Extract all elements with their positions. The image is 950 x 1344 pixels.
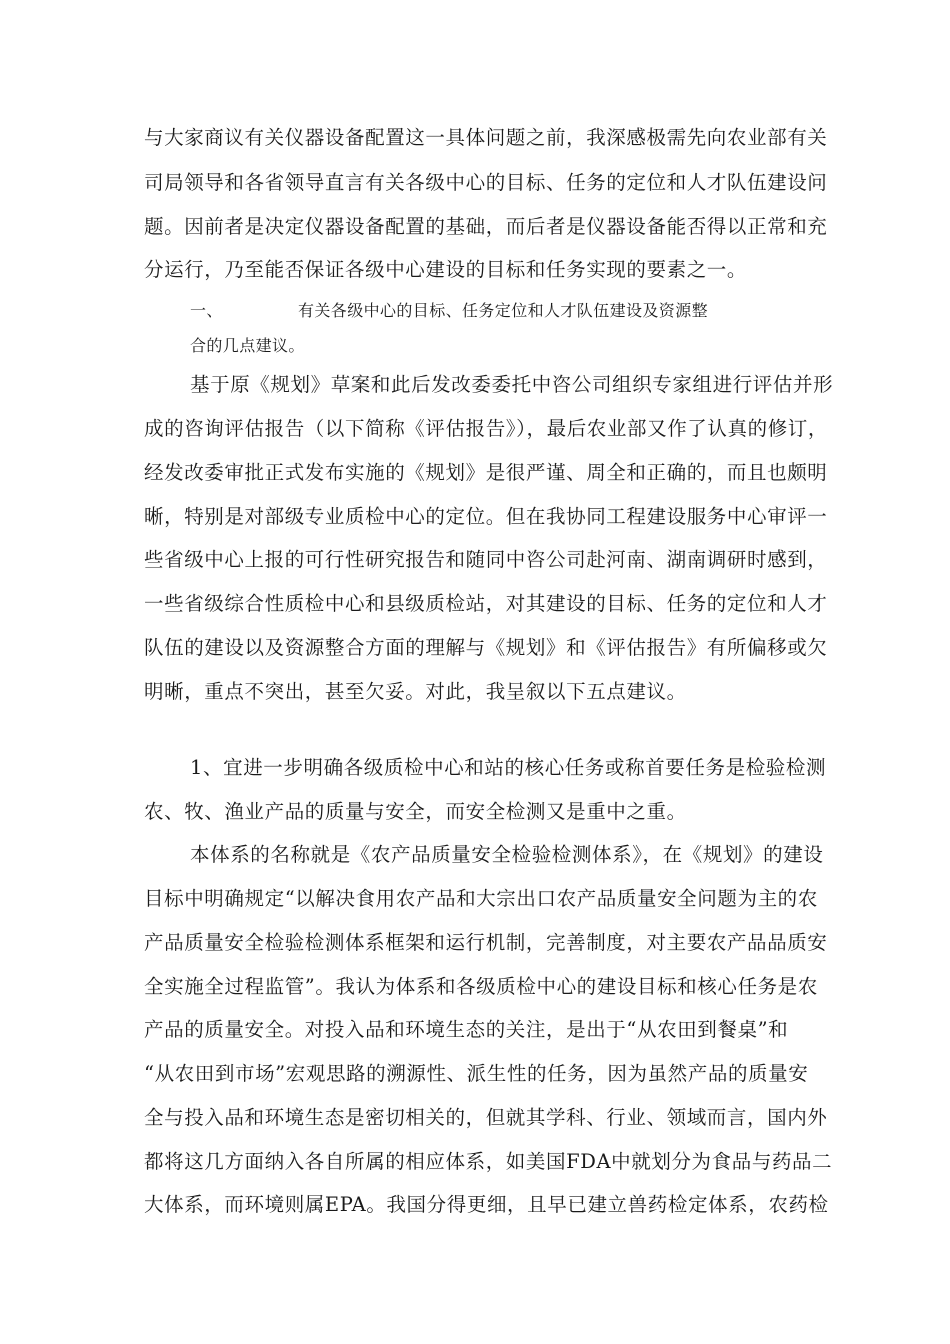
para3-line-4: 全实施全过程监管”。我认为体系和各级质检中心的建设目标和核心任务是农 bbox=[144, 975, 818, 998]
para2-line-6: 一些省级综合性质检中心和县级质检站，对其建设的目标、任务的定位和人才 bbox=[144, 592, 828, 615]
point1-line-1: 1、宜进一步明确各级质检中心和站的核心任务或称首要任务是检验检测 bbox=[190, 756, 827, 779]
section-one-title-line2: 合的几点建议。 bbox=[190, 336, 305, 355]
para3-line-2: 目标中明确规定“以解决食用农产品和大宗出口农产品质量安全问题为主的农 bbox=[144, 887, 818, 910]
intro-line-2: 司局领导和各省领导直言有关各级中心的目标、任务的定位和人才队伍建设问 bbox=[144, 171, 828, 194]
para3-line-1: 本体系的名称就是《农产品质量安全检验检测体系》，在《规划》的建设 bbox=[190, 843, 824, 866]
para3-line-5: 产品的质量安全。对投入品和环境生态的关注，是出于“从农田到餐桌”和 bbox=[144, 1018, 789, 1041]
para2-line-1: 基于原《规划》草案和此后发改委委托中咨公司组织专家组进行评估并形 bbox=[190, 373, 834, 396]
intro-line-4: 分运行，乃至能否保证各级中心建设的目标和任务实现的要素之一。 bbox=[144, 258, 748, 281]
para2-line-3: 经发改委审批正式发布实施的《规划》是很严谨、周全和正确的，而且也颇明 bbox=[144, 461, 828, 484]
para3-line-8: 都将这几方面纳入各自所属的相应体系，如美国FDA中就划分为食品与药品二 bbox=[144, 1150, 833, 1173]
para3-line-7: 全与投入品和环境生态是密切相关的，但就其学科、行业、领域而言，国内外 bbox=[144, 1106, 828, 1129]
section-one-title-line1: 有关各级中心的目标、任务定位和人才队伍建设及资源整 bbox=[298, 301, 709, 320]
section-one-number: 一、 bbox=[190, 301, 223, 320]
para2-line-8: 明晰，重点不突出，甚至欠妥。对此，我呈叙以下五点建议。 bbox=[144, 680, 687, 703]
para2-line-5: 些省级中心上报的可行性研究报告和随同中咨公司赴河南、湖南调研时感到， bbox=[144, 548, 828, 571]
para2-line-7: 队伍的建设以及资源整合方面的理解与《规划》和《评估报告》有所偏移或欠 bbox=[144, 636, 828, 659]
para3-line-6: “从农田到市场”宏观思路的溯源性、派生性的任务，因为虽然产品的质量安 bbox=[144, 1062, 809, 1085]
intro-line-1: 与大家商议有关仪器设备配置这一具体问题之前，我深感极需先向农业部有关 bbox=[144, 126, 828, 149]
intro-line-3: 题。因前者是决定仪器设备配置的基础，而后者是仪器设备能否得以正常和充 bbox=[144, 215, 828, 238]
para3-line-9: 大体系，而环境则属EPA。我国分得更细，且早已建立兽药检定体系，农药检 bbox=[144, 1193, 829, 1216]
para3-line-3: 产品质量安全检验检测体系框架和运行机制，完善制度，对主要农产品品质安 bbox=[144, 931, 828, 954]
point1-line-2: 农、牧、渔业产品的质量与安全，而安全检测又是重中之重。 bbox=[144, 800, 687, 823]
para2-line-4: 晰，特别是对部级专业质检中心的定位。但在我协同工程建设服务中心审评一 bbox=[144, 505, 828, 528]
para2-line-2: 成的咨询评估报告（以下简称《评估报告》），最后农业部又作了认真的修订， bbox=[144, 417, 829, 440]
